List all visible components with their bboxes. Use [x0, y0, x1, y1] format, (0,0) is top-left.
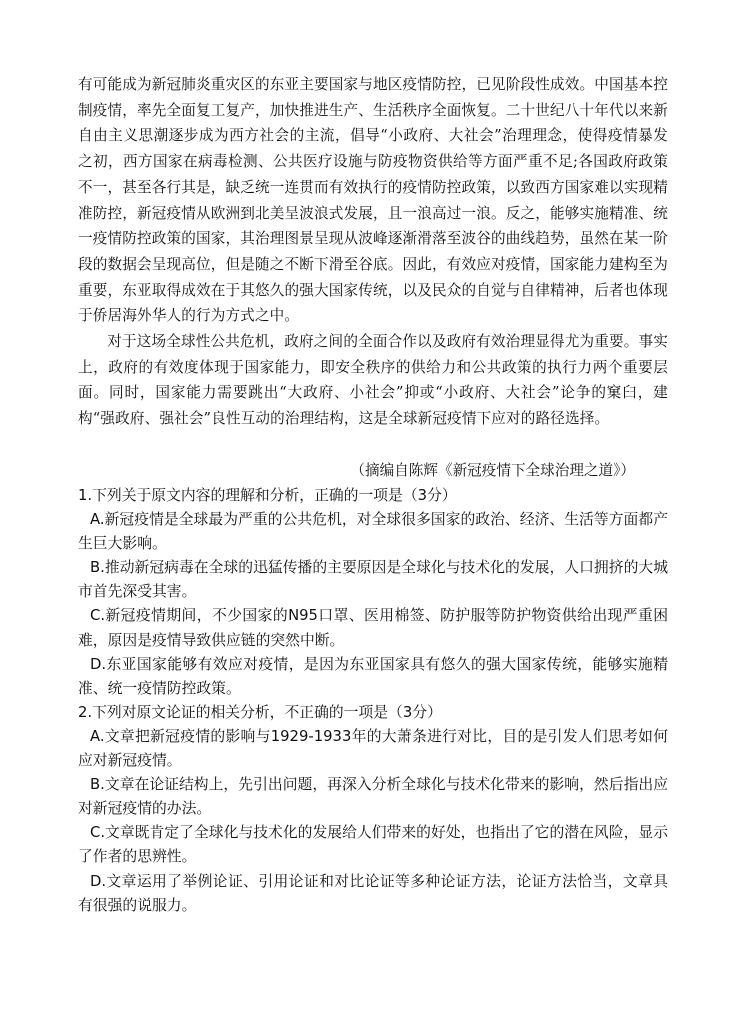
- question-2-option-d: D.文章运用了举例论证、引用论证和对比论证等多种论证方法，论证方法恰当，文章具有很强的说服力。: [78, 872, 668, 914]
- passage-paragraph-2: 对于这场全球性公共危机，政府之间的全面合作以及政府有效治理显得尤为重要。事实上，政府的有效度体现于国家能力，即安全秩序的供给力和公共政策的执行力两个重要层面。同时，国家能力需要跳出“大政府、小社会”抑或“小政府、大社会”论争的窠臼，建构“强政府、强社会”良性互动的治理结构，这是全球新冠疫情下应对的路径选择。: [78, 333, 668, 428]
- question-1: [78, 484, 668, 701]
- question-stem: 2.下列对原文论证的相关分析，不正确的一项是（3分）: [78, 703, 442, 721]
- question-1-option-d: D.东亚国家能够有效应对疫情，是因为东亚国家具有悠久的强大国家传统，能够实施精准、统一疫情防控政策。: [78, 655, 668, 697]
- question-2-option-a: A.文章把新冠疫情的影响与1929-1933年的大萧条进行对比，目的是引发人们思考如何应对新冠疫情。: [78, 727, 668, 770]
- question-list: [78, 484, 668, 918]
- passage-source: （摘编自陈辉《新冠疫情下全球治理之道》）: [350, 462, 635, 479]
- reading-passage: [78, 72, 668, 432]
- question-1-option-b: B.推动新冠病毒在全球的迅猛传播的主要原因是全球化与技术化的发展，人口拥挤的大城市首先深受其害。: [78, 559, 668, 601]
- question-2-option-c: C.文章既肯定了全球化与技术化的发展给人们带来的好处，也指出了它的潜在风险，显示了作者的思辨性。: [78, 824, 668, 866]
- question-1-option-c: C.新冠疫情期间，不少国家的N95口罩、医用棉签、防护服等防护物资供给出现严重困难，原因是疫情导致供应链的突然中断。: [78, 607, 668, 649]
- question-stem: 1.下列关于原文内容的理解和分析，正确的一项是（3分）: [78, 487, 457, 504]
- question-1-option-a: A.新冠疫情是全球最为严重的公共危机，对全球很多国家的政治、经济、生活等方面都产生巨大影响。: [78, 511, 668, 553]
- passage-paragraph-1: 有可能成为新冠肺炎重灾区的东亚主要国家与地区疫情防控，已见阶段性成效。中国基本控制疫情，率先全面复工复产，加快推进生产、生活秩序全面恢复。二十世纪八十年代以来新自由主义思潮逐步成为西方社会的主流，倡导“小政府、大社会”治理理念，使得疫情暴发之初，西方国家在病毒检测、公共医疗设施与防疫物资供给等方面严重不足;各国政府政策不一，甚至各行其是，缺乏统一连贯而有效执行的疫情防控政策，以致西方国家难以实现精准防控，新冠疫情从欧洲到北美呈波浪式发展，且一浪高过一浪。反之，能够实施精准、统一疫情防控政策的国家，其治理图景呈现从波峰逐渐滑落至波谷的曲线趋势，虽然在某一阶段的数据会呈现高位，但是随之不断下滑至谷底。因此，有效应对疫情，国家能力建构至为重要，东亚取得成效在于其悠久的强大国家传统，以及民众的自觉与自律精神，后者也体现于侨居海外华人的行为方式之中。: [78, 76, 668, 325]
- question-2: [78, 701, 668, 918]
- question-2-option-b: B.文章在论证结构上，先引出问题，再深入分析全球化与技术化带来的影响，然后指出应对新冠疫情的办法。: [78, 776, 668, 818]
